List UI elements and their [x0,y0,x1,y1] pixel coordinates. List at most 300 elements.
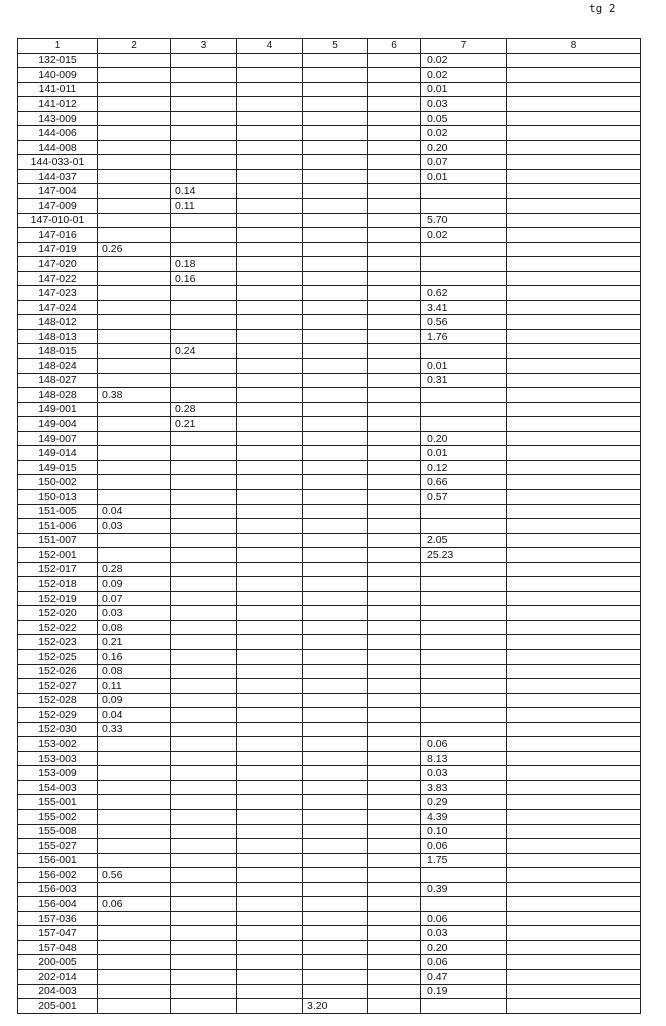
value-cell-col-5 [303,460,368,475]
value-cell-col-7 [421,868,507,883]
value-cell-col-4 [237,882,303,897]
value-cell-col-2 [98,955,171,970]
value-cell-col-6 [368,155,421,170]
value-cell-col-8 [507,562,641,577]
value-cell-col-7 [421,242,507,257]
table-row [18,388,641,403]
value-cell-col-2 [98,111,171,126]
table-row [18,519,641,534]
value-cell-col-6 [368,577,421,592]
value-cell-col-6 [368,242,421,257]
value-cell-col-5 [303,577,368,592]
value-cell-col-6 [368,53,421,68]
row-id-cell: 150-013 [18,489,98,504]
value-cell-col-2 [98,184,171,199]
value-cell-col-5 [303,926,368,941]
value-cell-col-4 [237,82,303,97]
value-cell-col-2: 0.28 [98,562,171,577]
value-cell-col-7 [421,271,507,286]
value-cell-col-3 [171,664,237,679]
value-cell-col-6 [368,824,421,839]
column-header-5: 5 [303,39,368,54]
table-row [18,155,641,170]
value-cell-col-6 [368,140,421,155]
value-cell-col-2 [98,809,171,824]
value-cell-col-3 [171,649,237,664]
column-header-4: 4 [237,39,303,54]
value-cell-col-3: 0.28 [171,402,237,417]
value-cell-col-4 [237,824,303,839]
value-cell-col-8 [507,126,641,141]
value-cell-col-6 [368,184,421,199]
value-cell-col-8 [507,548,641,563]
value-cell-col-2: 0.11 [98,679,171,694]
value-cell-col-8 [507,97,641,112]
value-cell-col-7: 0.01 [421,446,507,461]
value-cell-col-8 [507,388,641,403]
value-cell-col-2 [98,344,171,359]
table-row [18,795,641,810]
value-cell-col-7 [421,577,507,592]
value-cell-col-6 [368,199,421,214]
value-cell-col-6 [368,737,421,752]
value-cell-col-4 [237,460,303,475]
row-id-cell: 148-028 [18,388,98,403]
row-id-cell: 152-022 [18,620,98,635]
value-cell-col-2 [98,460,171,475]
value-cell-col-8 [507,591,641,606]
value-cell-col-5 [303,635,368,650]
value-cell-col-4 [237,373,303,388]
value-cell-col-7: 0.12 [421,460,507,475]
value-cell-col-6 [368,562,421,577]
value-cell-col-5 [303,708,368,723]
row-id-cell: 147-010-01 [18,213,98,228]
page-number-mark: tg 2 [589,2,616,15]
value-cell-col-3 [171,97,237,112]
value-cell-col-5 [303,169,368,184]
value-cell-col-8 [507,271,641,286]
value-cell-col-8 [507,53,641,68]
row-id-cell: 149-015 [18,460,98,475]
value-cell-col-6 [368,373,421,388]
value-cell-col-5 [303,649,368,664]
value-cell-col-6 [368,359,421,374]
table-body [18,53,641,1013]
table-row [18,984,641,999]
value-cell-col-8 [507,228,641,243]
value-cell-col-7 [421,388,507,403]
value-cell-col-7: 0.05 [421,111,507,126]
value-cell-col-3 [171,242,237,257]
value-cell-col-7: 0.06 [421,737,507,752]
value-cell-col-5 [303,955,368,970]
value-cell-col-5 [303,417,368,432]
value-cell-col-2: 0.09 [98,577,171,592]
value-cell-col-3 [171,940,237,955]
value-cell-col-2: 0.03 [98,519,171,534]
value-cell-col-7 [421,184,507,199]
value-cell-col-7: 0.19 [421,984,507,999]
value-cell-col-7: 0.20 [421,940,507,955]
value-cell-col-4 [237,126,303,141]
value-cell-col-4 [237,359,303,374]
value-cell-col-5 [303,199,368,214]
value-cell-col-2 [98,984,171,999]
row-id-cell: 152-023 [18,635,98,650]
value-cell-col-7 [421,504,507,519]
table-row [18,635,641,650]
value-cell-col-8 [507,999,641,1014]
row-id-cell: 155-008 [18,824,98,839]
row-id-cell: 132-015 [18,53,98,68]
row-id-cell: 204-003 [18,984,98,999]
value-cell-col-8 [507,984,641,999]
value-cell-col-3 [171,504,237,519]
value-cell-col-4 [237,940,303,955]
value-cell-col-5 [303,286,368,301]
value-cell-col-3 [171,708,237,723]
value-cell-col-3 [171,315,237,330]
value-cell-col-4 [237,213,303,228]
value-cell-col-3: 0.24 [171,344,237,359]
value-cell-col-7: 0.31 [421,373,507,388]
value-cell-col-6 [368,984,421,999]
value-cell-col-3 [171,984,237,999]
value-cell-col-6 [368,766,421,781]
value-cell-col-6 [368,431,421,446]
value-cell-col-8 [507,649,641,664]
value-cell-col-7: 0.03 [421,766,507,781]
row-id-cell: 149-004 [18,417,98,432]
value-cell-col-4 [237,242,303,257]
value-cell-col-4 [237,402,303,417]
value-cell-col-6 [368,271,421,286]
value-cell-col-2 [98,53,171,68]
value-cell-col-8 [507,679,641,694]
row-id-cell: 144-008 [18,140,98,155]
value-cell-col-5 [303,329,368,344]
value-cell-col-5 [303,562,368,577]
table-row [18,329,641,344]
row-id-cell: 152-027 [18,679,98,694]
value-cell-col-3 [171,111,237,126]
table-row [18,504,641,519]
row-id-cell: 155-027 [18,839,98,854]
table-row [18,111,641,126]
value-cell-col-6 [368,839,421,854]
value-cell-col-2 [98,126,171,141]
value-cell-col-7: 0.02 [421,228,507,243]
table-row [18,809,641,824]
table-row [18,999,641,1014]
value-cell-col-3 [171,53,237,68]
value-cell-col-6 [368,999,421,1014]
value-cell-col-2: 0.04 [98,708,171,723]
row-id-cell: 154-003 [18,780,98,795]
row-id-cell: 147-004 [18,184,98,199]
value-cell-col-7: 0.02 [421,126,507,141]
value-cell-col-6 [368,722,421,737]
table-row [18,315,641,330]
value-cell-col-8 [507,577,641,592]
value-cell-col-4 [237,809,303,824]
value-cell-col-8 [507,533,641,548]
value-cell-col-4 [237,140,303,155]
value-cell-col-3 [171,126,237,141]
value-cell-col-3 [171,795,237,810]
value-cell-col-8 [507,199,641,214]
table-row [18,475,641,490]
value-cell-col-8 [507,431,641,446]
value-cell-col-2: 0.33 [98,722,171,737]
value-cell-col-8 [507,708,641,723]
column-header-2: 2 [98,39,171,54]
value-cell-col-6 [368,911,421,926]
row-id-cell: 152-001 [18,548,98,563]
value-cell-col-2: 0.04 [98,504,171,519]
value-cell-col-4 [237,693,303,708]
value-cell-col-7 [421,897,507,912]
value-cell-col-3 [171,693,237,708]
value-cell-col-3 [171,824,237,839]
value-cell-col-6 [368,300,421,315]
value-cell-col-7 [421,664,507,679]
value-cell-col-3 [171,970,237,985]
value-cell-col-3 [171,359,237,374]
value-cell-col-3 [171,533,237,548]
row-id-cell: 157-036 [18,911,98,926]
value-cell-col-6 [368,809,421,824]
value-cell-col-6 [368,926,421,941]
value-cell-col-4 [237,722,303,737]
row-id-cell: 157-048 [18,940,98,955]
table-row [18,169,641,184]
value-cell-col-4 [237,679,303,694]
value-cell-col-7 [421,722,507,737]
table-row [18,97,641,112]
value-cell-col-8 [507,664,641,679]
value-cell-col-5 [303,751,368,766]
value-cell-col-6 [368,693,421,708]
column-header-6: 6 [368,39,421,54]
value-cell-col-3: 0.11 [171,199,237,214]
row-id-cell: 149-014 [18,446,98,461]
value-cell-col-4 [237,999,303,1014]
value-cell-col-4 [237,169,303,184]
row-id-cell: 152-028 [18,693,98,708]
value-cell-col-4 [237,504,303,519]
value-cell-col-2 [98,780,171,795]
value-cell-col-7 [421,562,507,577]
value-cell-col-8 [507,519,641,534]
value-cell-col-6 [368,780,421,795]
value-cell-col-2: 0.21 [98,635,171,650]
value-cell-col-4 [237,853,303,868]
table-row [18,82,641,97]
table-row [18,868,641,883]
table-row [18,271,641,286]
value-cell-col-5 [303,620,368,635]
value-cell-col-2 [98,199,171,214]
value-cell-col-5 [303,68,368,83]
value-cell-col-6 [368,635,421,650]
value-cell-col-8 [507,751,641,766]
value-cell-col-5: 3.20 [303,999,368,1014]
value-cell-col-3 [171,620,237,635]
value-cell-col-6 [368,460,421,475]
value-cell-col-8 [507,82,641,97]
value-cell-col-3 [171,431,237,446]
value-cell-col-2 [98,839,171,854]
value-cell-col-7: 0.66 [421,475,507,490]
row-id-cell: 153-003 [18,751,98,766]
value-cell-col-7: 0.03 [421,97,507,112]
value-cell-col-5 [303,737,368,752]
value-cell-col-7: 1.75 [421,853,507,868]
value-cell-col-3 [171,519,237,534]
value-cell-col-8 [507,315,641,330]
value-cell-col-3 [171,475,237,490]
value-cell-col-5 [303,970,368,985]
table-row [18,751,641,766]
column-header-8: 8 [507,39,641,54]
value-cell-col-6 [368,257,421,272]
value-cell-col-8 [507,489,641,504]
value-cell-col-6 [368,344,421,359]
value-cell-col-7: 0.29 [421,795,507,810]
value-cell-col-7: 0.01 [421,169,507,184]
value-cell-col-4 [237,271,303,286]
value-cell-col-8 [507,373,641,388]
value-cell-col-5 [303,882,368,897]
table-row [18,940,641,955]
value-cell-col-5 [303,140,368,155]
value-cell-col-5 [303,824,368,839]
value-cell-col-7 [421,402,507,417]
value-cell-col-3 [171,548,237,563]
value-cell-col-2: 0.06 [98,897,171,912]
row-id-cell: 150-002 [18,475,98,490]
value-cell-col-5 [303,984,368,999]
value-cell-col-7: 0.06 [421,839,507,854]
value-cell-col-2 [98,359,171,374]
row-id-cell: 144-037 [18,169,98,184]
value-cell-col-3 [171,388,237,403]
value-cell-col-5 [303,780,368,795]
value-cell-col-8 [507,926,641,941]
value-cell-col-8 [507,780,641,795]
value-cell-col-8 [507,344,641,359]
row-id-cell: 141-012 [18,97,98,112]
value-cell-col-2: 0.16 [98,649,171,664]
table-row [18,257,641,272]
value-cell-col-4 [237,184,303,199]
value-cell-col-3 [171,286,237,301]
value-cell-col-8 [507,169,641,184]
value-cell-col-2 [98,402,171,417]
value-cell-col-2 [98,853,171,868]
value-cell-col-5 [303,111,368,126]
value-cell-col-2: 0.07 [98,591,171,606]
value-cell-col-6 [368,446,421,461]
value-cell-col-2 [98,940,171,955]
value-cell-col-7 [421,999,507,1014]
table-row [18,53,641,68]
value-cell-col-3 [171,577,237,592]
value-cell-col-3 [171,446,237,461]
header-row [18,39,641,54]
value-cell-col-7: 0.01 [421,82,507,97]
value-cell-col-7: 3.41 [421,300,507,315]
table-row [18,562,641,577]
value-cell-col-2 [98,911,171,926]
value-cell-col-3 [171,460,237,475]
value-cell-col-8 [507,635,641,650]
value-cell-col-2: 0.56 [98,868,171,883]
value-cell-col-5 [303,126,368,141]
value-cell-col-6 [368,315,421,330]
value-cell-col-4 [237,286,303,301]
value-cell-col-2 [98,737,171,752]
value-cell-col-3 [171,562,237,577]
value-cell-col-2: 0.26 [98,242,171,257]
row-id-cell: 152-019 [18,591,98,606]
value-cell-col-3 [171,853,237,868]
value-cell-col-2: 0.38 [98,388,171,403]
table-row [18,417,641,432]
value-cell-col-6 [368,169,421,184]
value-cell-col-6 [368,853,421,868]
table-row [18,359,641,374]
value-cell-col-7: 0.06 [421,911,507,926]
value-cell-col-6 [368,126,421,141]
value-cell-col-2 [98,228,171,243]
value-cell-col-6 [368,795,421,810]
value-cell-col-4 [237,897,303,912]
row-id-cell: 200-005 [18,955,98,970]
value-cell-col-8 [507,809,641,824]
value-cell-col-3 [171,606,237,621]
value-cell-col-6 [368,679,421,694]
value-cell-col-2 [98,751,171,766]
value-cell-col-5 [303,519,368,534]
table-row [18,533,641,548]
value-cell-col-8 [507,68,641,83]
row-id-cell: 155-001 [18,795,98,810]
table-row [18,577,641,592]
value-cell-col-4 [237,228,303,243]
row-id-cell: 156-003 [18,882,98,897]
row-id-cell: 147-009 [18,199,98,214]
row-id-cell: 149-007 [18,431,98,446]
value-cell-col-2 [98,97,171,112]
value-cell-col-2 [98,68,171,83]
row-id-cell: 148-015 [18,344,98,359]
row-id-cell: 148-027 [18,373,98,388]
value-cell-col-3 [171,373,237,388]
value-cell-col-6 [368,708,421,723]
value-cell-col-5 [303,388,368,403]
row-id-cell: 156-004 [18,897,98,912]
table-row [18,780,641,795]
table-row [18,446,641,461]
value-cell-col-7: 2.05 [421,533,507,548]
value-cell-col-4 [237,911,303,926]
value-cell-col-4 [237,649,303,664]
row-id-cell: 147-016 [18,228,98,243]
value-cell-col-5 [303,344,368,359]
